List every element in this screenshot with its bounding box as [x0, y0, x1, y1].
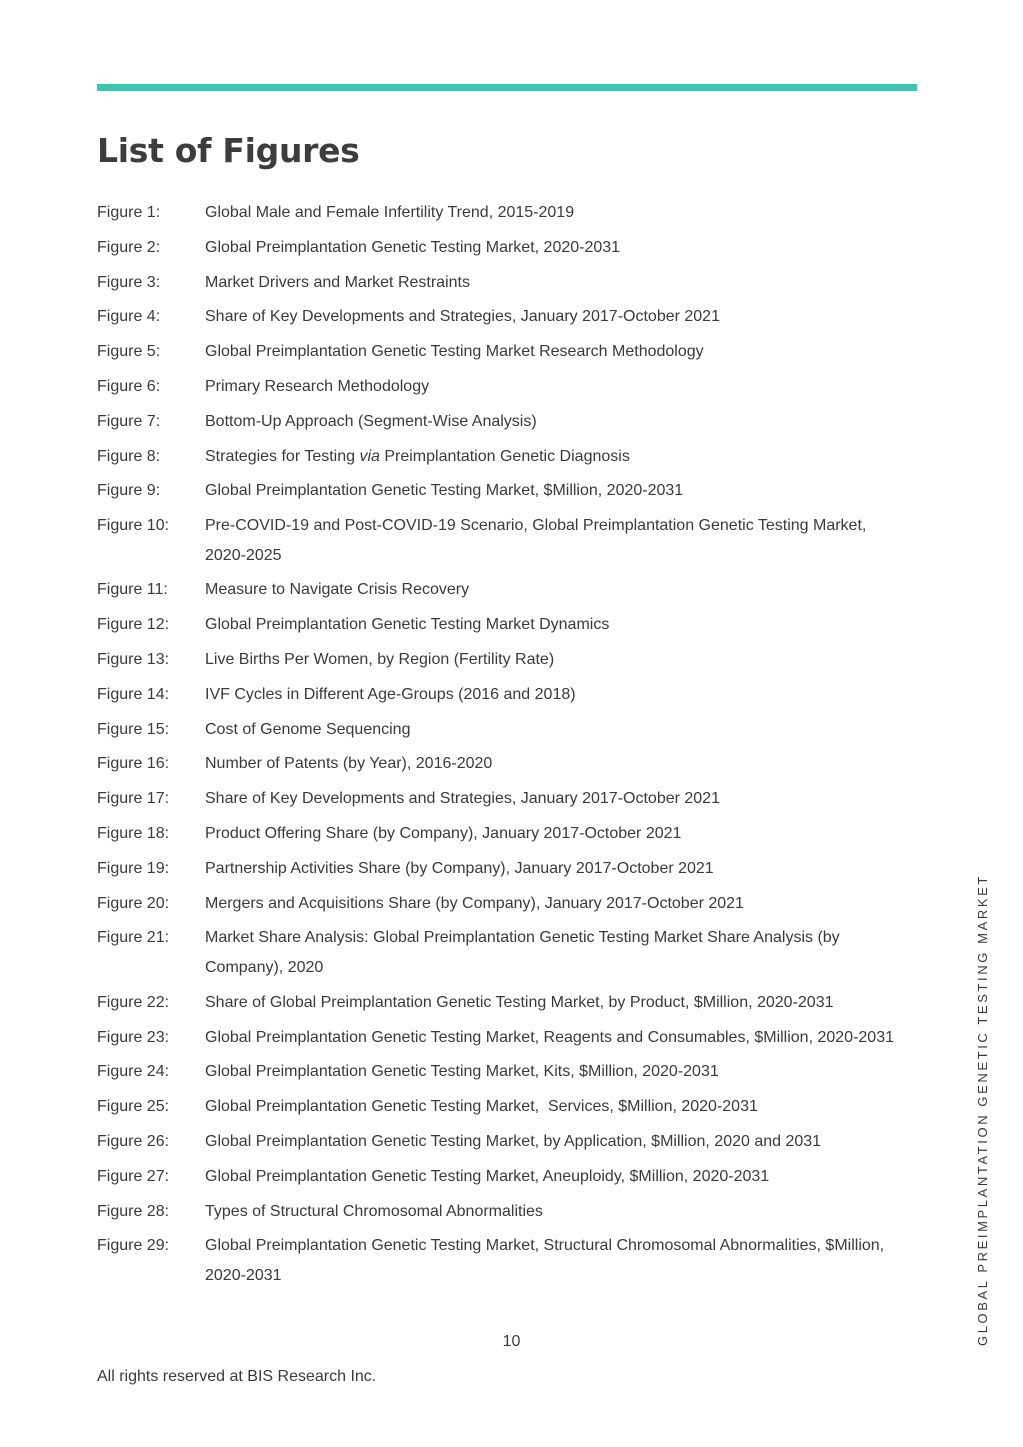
figure-number: Figure 27:: [97, 1167, 170, 1185]
figure-entry[interactable]: [97, 749, 897, 779]
figure-entry[interactable]: [97, 337, 897, 367]
figure-entry[interactable]: [97, 889, 897, 919]
figure-title: Global Preimplantation Genetic Testing Market, Reagents and Consumables, $Million, 2020-2031: [205, 1028, 894, 1046]
figure-number: Figure 4:: [97, 308, 161, 326]
figure-entry[interactable]: [97, 988, 897, 1018]
figure-number: Figure 5:: [97, 343, 161, 361]
figure-title: Global Preimplantation Genetic Testing Market, $Million, 2020-2031: [205, 482, 684, 500]
figure-title: Cost of Genome Sequencing: [205, 720, 411, 738]
figure-entry[interactable]: [97, 372, 897, 402]
figure-entry[interactable]: [97, 610, 897, 640]
figure-number: Figure 10:: [97, 517, 170, 535]
side-running-title: GLOBAL PREIMPLANTATION GENETIC TESTING MARKET: [975, 874, 990, 1346]
figure-list: [97, 198, 897, 1296]
figure-number: Figure 17:: [97, 790, 170, 808]
page-number: 10: [502, 1333, 521, 1350]
figure-entry[interactable]: [97, 476, 897, 506]
figure-entry[interactable]: [97, 233, 897, 263]
figure-title: Global Preimplantation Genetic Testing Market, 2020-2031: [205, 238, 621, 256]
figure-entry[interactable]: [97, 511, 897, 570]
figure-entry[interactable]: [97, 1023, 897, 1053]
figure-number: Figure 29:: [97, 1237, 170, 1255]
figure-number: Figure 3:: [97, 273, 161, 291]
figure-number: Figure 23:: [97, 1028, 170, 1046]
figure-number: Figure 19:: [97, 859, 170, 877]
figure-title: Global Preimplantation Genetic Testing Market, Aneuploidy, $Million, 2020-2031: [205, 1167, 770, 1185]
figure-number: Figure 16:: [97, 755, 170, 773]
figure-title: Market Drivers and Market Restraints: [205, 273, 470, 291]
figure-title: Measure to Navigate Crisis Recovery: [205, 581, 470, 599]
figure-title: Global Preimplantation Genetic Testing Market Research Methodology: [205, 343, 704, 361]
figure-entry[interactable]: [97, 680, 897, 710]
figure-title: Global Preimplantation Genetic Testing Market, by Application, $Million, 2020 and 2031: [205, 1132, 822, 1150]
figure-number: Figure 15:: [97, 720, 170, 738]
figure-title: Mergers and Acquisitions Share (by Company), January 2017-October 2021: [205, 894, 744, 912]
figure-title: Partnership Activities Share (by Company), January 2017-October 2021: [205, 859, 714, 877]
figure-entry[interactable]: [97, 854, 897, 884]
figure-title: Types of Structural Chromosomal Abnormalities: [205, 1202, 543, 1220]
figure-title: [205, 442, 897, 472]
figure-entry[interactable]: [97, 575, 897, 605]
figure-title: Live Births Per Women, by Region (Fertility Rate): [205, 651, 555, 669]
figure-title: Global Preimplantation Genetic Testing Market, Services, $Million, 2020-2031: [205, 1098, 758, 1116]
figure-entry[interactable]: [97, 1197, 897, 1227]
figure-number: Figure 9:: [97, 482, 161, 500]
figure-title: Global Preimplantation Genetic Testing Market Dynamics: [205, 616, 610, 634]
figure-number: Figure 14:: [97, 685, 170, 703]
figure-title: Number of Patents (by Year), 2016-2020: [205, 755, 493, 773]
figure-title: Primary Research Methodology: [205, 377, 430, 395]
figure-entry[interactable]: [97, 302, 897, 332]
figure-number: Figure 28:: [97, 1202, 170, 1220]
page-title: List of Figures: [97, 131, 360, 170]
figure-number: Figure 20:: [97, 894, 170, 912]
figure-entry[interactable]: [97, 1162, 897, 1192]
figure-number: Figure 24:: [97, 1063, 170, 1081]
figure-title: Global Male and Female Infertility Trend, 2015-2019: [205, 204, 575, 221]
figure-number: Figure 18:: [97, 825, 170, 843]
figure-entry[interactable]: [97, 784, 897, 814]
figure-number: Figure 25:: [97, 1098, 170, 1116]
figure-number: Figure 8:: [97, 447, 161, 465]
figure-entry[interactable]: [97, 198, 897, 228]
figure-title: Bottom-Up Approach (Segment-Wise Analysis): [205, 412, 537, 430]
figure-entry[interactable]: [97, 1092, 897, 1122]
figure-entry[interactable]: [97, 1057, 897, 1087]
figure-number: Figure 6:: [97, 377, 161, 395]
figure-title: IVF Cycles in Different Age-Groups (2016 and 2018): [205, 685, 576, 703]
figure-title-text: Preimplantation Genetic Diagnosis: [379, 447, 630, 465]
figure-entry[interactable]: [97, 645, 897, 675]
figure-title: Share of Key Developments and Strategies, January 2017-October 2021: [205, 308, 720, 326]
footer-copyright: All rights reserved at BIS Research Inc.: [97, 1368, 377, 1385]
figure-title: Global Preimplantation Genetic Testing Market, Structural Chromosomal Abnormalities, $Million, 2020-2031: [205, 1237, 889, 1284]
figure-title: Global Preimplantation Genetic Testing Market, Kits, $Million, 2020-2031: [205, 1063, 719, 1081]
figure-entry[interactable]: [97, 819, 897, 849]
figure-title: Share of Key Developments and Strategies, January 2017-October 2021: [205, 790, 720, 808]
figure-title: Market Share Analysis: Global Preimplantation Genetic Testing Market Share Analysis (by Company), 2020: [205, 929, 845, 976]
figure-number: Figure 26:: [97, 1132, 170, 1150]
figure-entry[interactable]: [97, 923, 897, 982]
figure-number: Figure 1:: [97, 204, 161, 221]
figure-title: Share of Global Preimplantation Genetic Testing Market, by Product, $Million, 2020-2031: [205, 993, 834, 1011]
figure-number: Figure 2:: [97, 238, 161, 256]
figure-number: Figure 12:: [97, 616, 170, 634]
figure-entry[interactable]: [97, 442, 897, 472]
header-accent-bar: [97, 84, 917, 91]
figure-entry[interactable]: [97, 1231, 897, 1290]
figure-entry[interactable]: [97, 268, 897, 298]
figure-number: Figure 11:: [97, 581, 168, 599]
figure-title-italic: via: [359, 447, 380, 465]
figure-entry[interactable]: [97, 1127, 897, 1157]
figure-number: Figure 13:: [97, 651, 170, 669]
figure-title: Pre-COVID-19 and Post-COVID-19 Scenario, Global Preimplantation Genetic Testing Market, 2020-2025: [205, 517, 871, 564]
figure-title: Product Offering Share (by Company), January 2017-October 2021: [205, 825, 682, 843]
figure-entry[interactable]: [97, 407, 897, 437]
figure-title-text: Strategies for Testing: [205, 447, 360, 465]
figure-number: Figure 21:: [97, 929, 170, 947]
figure-number: Figure 22:: [97, 993, 170, 1011]
figure-entry[interactable]: [97, 715, 897, 745]
figure-number: Figure 7:: [97, 412, 161, 430]
